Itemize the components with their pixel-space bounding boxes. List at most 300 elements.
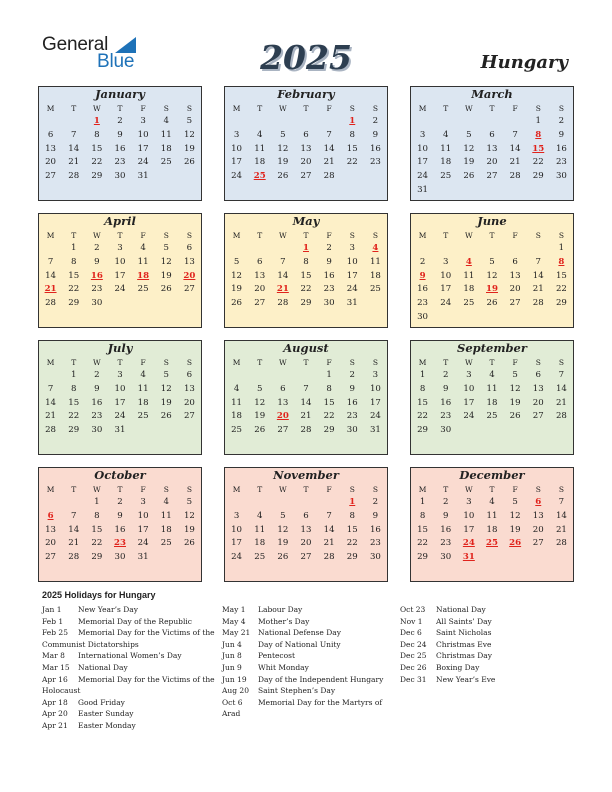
- day-cell: 3: [466, 370, 472, 380]
- day-cell: 3: [372, 370, 379, 380]
- day-cell: 28: [555, 411, 567, 422]
- day-cell: 18: [160, 143, 172, 154]
- weekday-label: S: [163, 231, 169, 240]
- day-cell: 8: [94, 129, 100, 140]
- day-cell: 10: [417, 143, 429, 154]
- day-cell: 11: [254, 143, 266, 154]
- empty-day-cell: [39, 496, 62, 510]
- holiday-date: Oct 23: [400, 605, 426, 614]
- day-cell: 9: [442, 510, 449, 521]
- day-cell: 27: [486, 171, 498, 182]
- day-cell: 25: [254, 552, 266, 563]
- weekday-label: S: [349, 104, 355, 113]
- weekday-label: W: [92, 231, 101, 240]
- weekday-label: S: [558, 358, 564, 367]
- day-cell: 24: [137, 538, 149, 549]
- holiday-name: Whit Monday: [258, 662, 309, 672]
- day-cell: 11: [137, 256, 149, 267]
- day-grid: [39, 242, 201, 311]
- day-cell: 18: [486, 397, 498, 408]
- day-cell: 22: [300, 284, 312, 295]
- weekday-label: T: [71, 231, 77, 240]
- weekday-label: M: [232, 231, 241, 240]
- day-cell: 30: [91, 298, 103, 309]
- day-cell: 1: [326, 370, 332, 380]
- day-cell: 24: [346, 284, 358, 295]
- holiday-date: Feb 25: [42, 628, 68, 638]
- weekday-header: [225, 102, 387, 115]
- day-cell: 29: [555, 298, 567, 309]
- day-cell: 22: [68, 411, 80, 422]
- weekday-label: M: [46, 231, 55, 240]
- holiday-column: [42, 604, 215, 732]
- day-cell: 19: [463, 157, 475, 168]
- day-cell: 14: [45, 397, 57, 408]
- day-cell: 30: [114, 552, 126, 563]
- empty-day-cell: [504, 242, 527, 256]
- weekday-label: M: [46, 485, 55, 494]
- day-cell: 23: [440, 538, 452, 549]
- day-cell: 22: [532, 157, 544, 168]
- holiday-day-cell: 20: [276, 411, 289, 422]
- day-cell: 24: [463, 411, 475, 422]
- day-cell: 12: [183, 129, 195, 140]
- day-cell: 29: [532, 171, 544, 182]
- day-cell: 14: [323, 143, 335, 154]
- empty-day-cell: [39, 369, 62, 383]
- day-cell: 13: [300, 524, 312, 535]
- empty-day-cell: [248, 242, 271, 256]
- day-cell: 14: [300, 397, 312, 408]
- day-cell: 16: [417, 284, 429, 295]
- day-cell: 16: [91, 397, 103, 408]
- day-cell: 8: [70, 383, 77, 394]
- month-january: [38, 86, 202, 201]
- holiday-day-cell: 1: [303, 243, 309, 253]
- weekday-label: T: [117, 485, 123, 494]
- day-cell: 7: [70, 129, 77, 140]
- day-cell: 12: [463, 143, 475, 154]
- day-cell: 26: [277, 552, 289, 563]
- day-cell: 13: [254, 270, 266, 281]
- weekday-label: T: [489, 104, 495, 113]
- month-april: [38, 213, 202, 328]
- day-cell: 15: [91, 143, 103, 154]
- day-cell: 2: [94, 243, 100, 253]
- day-grid: [411, 496, 573, 565]
- month-september: [410, 340, 574, 455]
- day-cell: 5: [512, 497, 518, 507]
- day-cell: 19: [509, 524, 521, 535]
- holiday-name: Saint Nicholas: [436, 628, 492, 638]
- day-cell: 2: [442, 370, 449, 380]
- weekday-label: S: [186, 231, 192, 240]
- calendar-year: 2025: [260, 38, 352, 77]
- day-cell: 15: [68, 397, 80, 408]
- holiday-date: Nov 1: [400, 616, 423, 626]
- day-grid: [225, 115, 387, 184]
- day-cell: 9: [117, 510, 123, 521]
- day-cell: 21: [532, 284, 544, 295]
- day-cell: 26: [231, 298, 243, 309]
- month-name: November: [273, 468, 339, 482]
- day-cell: 17: [463, 397, 475, 408]
- day-cell: 13: [300, 143, 312, 154]
- holiday-entry: [222, 639, 383, 651]
- day-cell: 5: [280, 510, 286, 521]
- day-cell: 3: [140, 116, 146, 126]
- weekday-label: S: [535, 358, 541, 367]
- day-cell: 21: [68, 157, 80, 168]
- holiday-name: Labour Day: [258, 605, 303, 614]
- weekday-label: S: [372, 104, 378, 113]
- weekday-header: [411, 229, 573, 242]
- weekday-label: F: [140, 104, 146, 113]
- empty-day-cell: [62, 115, 85, 129]
- holiday-name: Memorial Day of the Republic: [78, 616, 192, 626]
- weekday-label: S: [349, 485, 355, 494]
- day-cell: 6: [186, 370, 193, 380]
- day-cell: 18: [231, 411, 243, 422]
- day-cell: 11: [463, 270, 475, 281]
- day-cell: 4: [489, 370, 495, 380]
- holiday-date: May 4: [222, 616, 246, 626]
- day-cell: 10: [231, 143, 243, 154]
- holiday-name: All Saints’ Day: [436, 616, 492, 626]
- day-cell: 20: [45, 157, 57, 168]
- holiday-entry: [42, 662, 215, 674]
- day-cell: 9: [372, 510, 379, 521]
- day-cell: 14: [68, 143, 80, 154]
- day-cell: 25: [137, 411, 149, 422]
- day-cell: 9: [349, 383, 355, 394]
- holiday-day-cell: 26: [509, 538, 522, 549]
- day-cell: 17: [463, 524, 475, 535]
- day-cell: 28: [532, 298, 544, 309]
- weekday-label: T: [257, 104, 263, 113]
- month-name: February: [277, 87, 335, 101]
- day-cell: 4: [163, 116, 169, 126]
- weekday-label: S: [163, 485, 169, 494]
- day-cell: 19: [183, 524, 195, 535]
- weekday-header: [39, 229, 201, 242]
- day-cell: 24: [114, 411, 126, 422]
- empty-day-cell: [39, 242, 62, 256]
- holiday-entry: [222, 627, 383, 639]
- weekday-label: S: [372, 485, 378, 494]
- holiday-entry: [42, 720, 215, 732]
- day-cell: 31: [137, 552, 149, 563]
- day-cell: 30: [346, 425, 358, 436]
- day-cell: 31: [346, 298, 358, 309]
- day-cell: 14: [68, 524, 80, 535]
- day-cell: 1: [70, 243, 77, 253]
- weekday-label: S: [186, 358, 192, 367]
- weekday-label: F: [140, 358, 146, 367]
- day-cell: 8: [349, 510, 355, 521]
- holiday-entry: [42, 697, 215, 709]
- empty-day-cell: [248, 115, 271, 129]
- day-grid: [411, 115, 573, 198]
- holiday-entry: [400, 627, 495, 639]
- weekday-label: F: [140, 485, 146, 494]
- day-cell: 2: [117, 497, 123, 507]
- day-cell: 27: [277, 425, 289, 436]
- day-cell: 23: [369, 157, 381, 168]
- day-cell: 28: [277, 298, 289, 309]
- empty-day-cell: [271, 115, 294, 129]
- day-cell: 14: [555, 510, 567, 521]
- holiday-name: National Defense Day: [258, 628, 341, 638]
- holiday-entry: [222, 650, 383, 662]
- holiday-entry: [222, 685, 383, 697]
- day-cell: 27: [183, 284, 195, 295]
- holiday-date: Mar 8: [42, 651, 65, 661]
- day-cell: 22: [417, 411, 429, 422]
- day-cell: 13: [509, 270, 521, 281]
- day-cell: 27: [45, 552, 57, 563]
- day-cell: 3: [442, 256, 449, 267]
- day-cell: 9: [94, 256, 100, 267]
- holiday-date: Dec 31: [400, 674, 427, 684]
- day-cell: 1: [419, 497, 426, 507]
- day-cell: 3: [117, 370, 123, 380]
- day-cell: 2: [94, 370, 100, 380]
- day-cell: 11: [160, 129, 172, 140]
- holiday-day-cell: 1: [349, 116, 356, 126]
- weekday-label: W: [278, 358, 287, 367]
- day-cell: 11: [254, 524, 266, 535]
- day-cell: 3: [349, 243, 355, 253]
- weekday-label: T: [303, 485, 309, 494]
- holiday-date: Oct 6: [222, 697, 243, 707]
- holiday-date: Dec 6: [400, 628, 422, 638]
- weekday-header: [411, 483, 573, 496]
- day-cell: 13: [45, 524, 57, 535]
- day-cell: 3: [233, 129, 240, 140]
- day-cell: 6: [303, 510, 309, 521]
- day-cell: 14: [45, 270, 57, 281]
- day-cell: 30: [417, 311, 429, 322]
- empty-day-cell: [294, 115, 317, 129]
- weekday-label: S: [372, 358, 378, 367]
- weekday-label: T: [443, 104, 449, 113]
- day-cell: 23: [369, 538, 381, 549]
- day-cell: 25: [231, 425, 243, 436]
- holiday-date: Jun 19: [222, 674, 247, 684]
- day-cell: 25: [160, 538, 172, 549]
- day-cell: 16: [440, 397, 452, 408]
- empty-day-cell: [39, 115, 62, 129]
- day-cell: 26: [277, 171, 289, 182]
- holiday-entry: [222, 604, 383, 616]
- day-cell: 15: [91, 524, 103, 535]
- day-cell: 21: [323, 157, 335, 168]
- day-cell: 21: [509, 157, 521, 168]
- holiday-day-cell: 8: [558, 256, 565, 267]
- day-cell: 16: [114, 524, 126, 535]
- day-grid: [225, 369, 387, 438]
- day-cell: 2: [372, 116, 379, 126]
- holiday-entry: [400, 662, 495, 674]
- holiday-entry: [42, 627, 215, 639]
- day-cell: 18: [160, 524, 172, 535]
- day-cell: 9: [558, 129, 565, 140]
- day-cell: 26: [160, 411, 172, 422]
- holiday-entry: [42, 604, 215, 616]
- day-cell: 29: [68, 425, 80, 436]
- day-cell: 22: [346, 538, 358, 549]
- weekday-label: W: [464, 231, 473, 240]
- empty-day-cell: [271, 242, 294, 256]
- day-cell: 28: [45, 425, 57, 436]
- day-cell: 2: [349, 370, 355, 380]
- country-name: Hungary: [480, 52, 568, 73]
- day-cell: 20: [532, 524, 544, 535]
- day-cell: 30: [440, 425, 452, 436]
- holiday-entry: [400, 674, 495, 686]
- day-cell: 30: [323, 298, 335, 309]
- weekday-label: W: [92, 485, 101, 494]
- empty-day-cell: [527, 242, 550, 256]
- holiday-column: [400, 604, 495, 685]
- day-cell: 31: [114, 425, 126, 436]
- empty-day-cell: [294, 369, 317, 383]
- day-cell: 12: [160, 256, 172, 267]
- day-cell: 30: [369, 552, 381, 563]
- holiday-entry: [222, 662, 383, 674]
- day-cell: 5: [466, 129, 472, 140]
- day-cell: 23: [323, 284, 335, 295]
- day-cell: 10: [463, 383, 475, 394]
- weekday-label: S: [163, 104, 169, 113]
- day-cell: 6: [47, 129, 54, 140]
- holiday-entry: [42, 708, 215, 720]
- day-cell: 17: [440, 284, 452, 295]
- day-cell: 30: [114, 171, 126, 182]
- day-cell: 28: [300, 425, 312, 436]
- day-cell: 6: [489, 129, 495, 140]
- day-cell: 27: [45, 171, 57, 182]
- empty-day-cell: [457, 115, 480, 129]
- empty-day-cell: [248, 496, 271, 510]
- weekday-header: [39, 102, 201, 115]
- day-cell: 7: [558, 370, 565, 380]
- day-cell: 25: [440, 171, 452, 182]
- day-cell: 18: [369, 270, 381, 281]
- day-cell: 19: [160, 397, 172, 408]
- day-cell: 6: [186, 243, 193, 253]
- day-cell: 20: [486, 157, 498, 168]
- holiday-entry: [222, 616, 383, 628]
- day-cell: 3: [419, 129, 426, 140]
- day-cell: 29: [91, 552, 103, 563]
- day-cell: 22: [68, 284, 80, 295]
- day-cell: 20: [300, 538, 312, 549]
- weekday-label: W: [92, 358, 101, 367]
- day-cell: 10: [440, 270, 452, 281]
- day-grid: [39, 496, 201, 565]
- day-cell: 20: [532, 397, 544, 408]
- day-cell: 6: [280, 383, 286, 394]
- weekday-label: T: [117, 104, 123, 113]
- holiday-date: Jun 4: [222, 639, 242, 649]
- weekday-label: S: [558, 104, 564, 113]
- day-cell: 20: [45, 538, 57, 549]
- day-cell: 13: [532, 510, 544, 521]
- holiday-date: Apr 16: [42, 674, 68, 684]
- day-cell: 15: [555, 270, 567, 281]
- empty-day-cell: [480, 115, 503, 129]
- holiday-name: Easter Sunday: [78, 709, 134, 719]
- holiday-name: International Women’s Day: [78, 651, 182, 661]
- day-cell: 27: [300, 552, 312, 563]
- day-cell: 3: [233, 510, 240, 521]
- holiday-day-cell: 4: [372, 243, 379, 253]
- weekday-label: W: [278, 231, 287, 240]
- day-cell: 12: [509, 510, 521, 521]
- day-cell: 1: [558, 243, 565, 253]
- weekday-label: T: [257, 358, 263, 367]
- day-cell: 25: [137, 284, 149, 295]
- day-cell: 30: [440, 552, 452, 563]
- day-grid: [411, 369, 573, 438]
- day-cell: 14: [532, 270, 544, 281]
- day-cell: 16: [555, 143, 567, 154]
- day-cell: 10: [231, 524, 243, 535]
- day-grid: [225, 242, 387, 311]
- day-cell: 2: [442, 497, 449, 507]
- day-cell: 29: [323, 425, 335, 436]
- month-december: [410, 467, 574, 582]
- holiday-name: National Day: [78, 662, 128, 672]
- day-cell: 6: [535, 370, 541, 380]
- holiday-name: Christmas Eve: [436, 639, 492, 649]
- holiday-name-continued: Communist Dictatorships: [42, 639, 139, 649]
- holiday-name-continued: Arad: [222, 709, 241, 719]
- day-cell: 6: [512, 256, 518, 267]
- day-cell: 13: [45, 143, 57, 154]
- day-cell: 7: [47, 383, 54, 394]
- day-cell: 4: [489, 497, 495, 507]
- day-cell: 18: [440, 157, 452, 168]
- weekday-label: F: [512, 104, 518, 113]
- empty-day-cell: [62, 496, 85, 510]
- month-name: May: [292, 214, 320, 228]
- day-cell: 13: [277, 397, 289, 408]
- day-cell: 17: [417, 157, 429, 168]
- day-cell: 6: [256, 256, 263, 267]
- weekday-label: F: [512, 358, 518, 367]
- month-may: [224, 213, 388, 328]
- day-cell: 22: [417, 538, 429, 549]
- day-cell: 21: [555, 397, 567, 408]
- month-march: [410, 86, 574, 201]
- day-cell: 4: [233, 383, 240, 394]
- weekday-label: T: [257, 485, 263, 494]
- holiday-entry: [400, 639, 495, 651]
- empty-day-cell: [225, 242, 248, 256]
- day-cell: 17: [346, 270, 358, 281]
- holiday-day-cell: 6: [47, 510, 54, 521]
- holiday-day-cell: 19: [486, 284, 498, 295]
- day-cell: 22: [91, 157, 103, 168]
- day-cell: 11: [137, 383, 149, 394]
- weekday-label: S: [349, 231, 355, 240]
- weekday-label: S: [372, 231, 378, 240]
- holiday-entry: [222, 697, 383, 709]
- day-cell: 17: [137, 524, 149, 535]
